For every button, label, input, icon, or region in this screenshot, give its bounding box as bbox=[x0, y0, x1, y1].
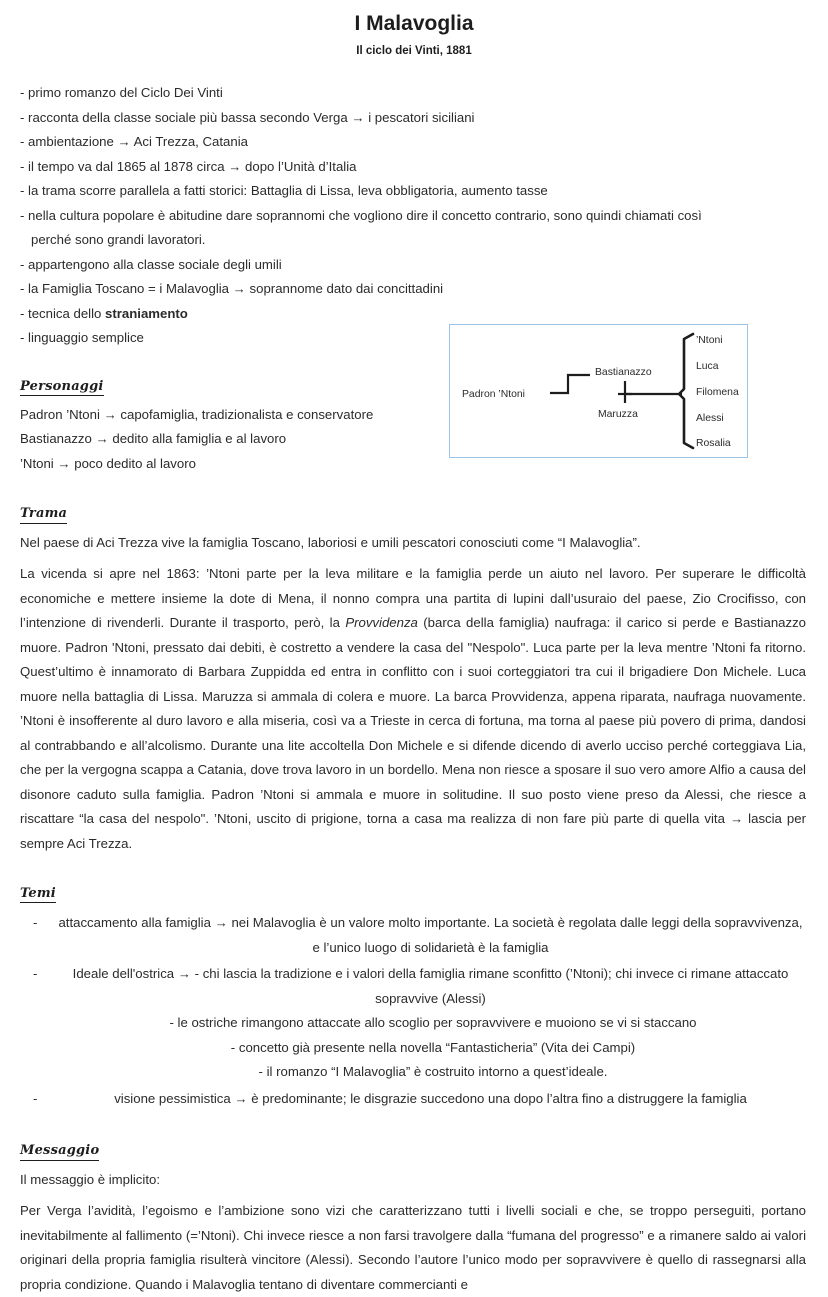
tree-node-child: Rosalia bbox=[696, 438, 731, 449]
trama-paragraph-1: Nel paese di Aci Trezza vive la famiglia Toscano, laboriosi e umili pescatori conosciuti come “I Malavoglia”. bbox=[20, 534, 641, 550]
messaggio-section bbox=[20, 1141, 806, 1297]
list-item: - la trama scorre parallela a fatti storici: Battaglia di Lissa, leva obbligatoria, aumento tasse bbox=[20, 183, 548, 199]
page-title: I Malavoglia bbox=[354, 12, 474, 35]
tree-node-root: Padron ’Ntoni bbox=[462, 389, 525, 400]
tree-children-bracket bbox=[679, 334, 693, 448]
family-tree-svg bbox=[450, 325, 746, 456]
tree-node-child: Filomena bbox=[696, 387, 739, 398]
list-item bbox=[20, 962, 806, 1011]
list-item-bold bbox=[20, 302, 806, 327]
list-item-emphasis: straniamento bbox=[105, 305, 188, 321]
section-heading-messaggio: Messaggio bbox=[20, 1144, 99, 1160]
tree-node-father: Bastianazzo bbox=[595, 367, 652, 378]
list-item bbox=[20, 911, 806, 960]
tree-node-child: Alessi bbox=[696, 413, 724, 424]
trama-paragraph-2 bbox=[20, 562, 806, 856]
personaggi-list bbox=[20, 403, 450, 477]
messaggio-paragraph-1: Il messaggio è implicito: bbox=[20, 1171, 160, 1187]
family-tree-diagram bbox=[449, 324, 748, 458]
temi-sub-list bbox=[20, 1011, 806, 1085]
list-item: - il romanzo “I Malavoglia” è costruito intorno a quest’ideale. bbox=[258, 1064, 608, 1080]
list-item: - concetto già presente nella novella “Fantasticheria” (Vita dei Campi) bbox=[230, 1039, 636, 1055]
bullet-marker: - bbox=[33, 915, 38, 931]
list-item: - le ostriche rimangono attaccate allo scoglio per sopravvivere e muoiono se vi si staccano bbox=[169, 1015, 697, 1031]
trama-p2-part-b: (barca della famiglia) naufraga: il carico si perde e Bastianazzo muore. Padron 'Ntoni, pressato dai debiti, è costretto a vendere la casa del "Nespolo". Luca parte per la leva mentre ’Ntoni fa ritorno. Quest’ultimo è innamorato di Barbara Zuppidda ed entra in conflitto con i suoi corteggiatori tra cui il brigadiere Don Michele. Luca muore nella battaglia di Lissa. Maruzza si ammala di colera e muore. La barca Provvidenza, appena riparata, naufraga nuovamente. ’Ntoni è insofferente al duro lavoro e alla miseria, così va a Trieste in cerca di fortuna, ma torna al paese più povero di prima, dandosi al contrabbando e all’alcolismo. Durante una lite accoltella Don Michele e si difende dicendo di averlo ucciso perché corteggiava Lia, che per la vergogna scappa a Catania, dove trova lavoro in un bordello. Mena non riesce a sposare il suo vero amore Alfio a causa del disonore caduto sulla famiglia. Padron ’Ntoni si ammala e muore in solitudine. Il suo posto viene preso da Alessi, che riesce a riscattare “la casa del nespolo". ’Ntoni, uscito di prigione, torna a casa ma realizza di non fare più parte di quella vita → lascia per sempre Aci Trezza. bbox=[20, 615, 807, 851]
list-item: - linguaggio semplice bbox=[20, 330, 144, 346]
list-item: - primo romanzo del Ciclo Dei Vinti bbox=[20, 85, 223, 101]
list-item-prefix: - tecnica dello bbox=[20, 305, 106, 321]
list-item-text: Ideale dell'ostrica → - chi lascia la tradizione e i valori della famiglia rimane sconfitto (’Ntoni); chi invece ci rimane attaccato sopravvive (Alessi) bbox=[72, 966, 789, 1006]
tree-connector-root bbox=[550, 375, 590, 393]
messaggio-paragraph-2: Per Verga l’avidità, l’egoismo e l’ambizione sono vizi che caratterizzano tutti i livelli sociali e che, se troppo perseguiti, portano inevitabilmente al fallimento (=’Ntoni). Chi invece riesce a non farsi travolgere dalla “fumana del progresso” e a rimanere saldo ai valori originari della propria famiglia risulterà vincitore (Alessi). Secondo l’autore l’unico modo per sopravvivere è quello di rassegnarsi alla propria condizione. Quando i Malavoglia tentano di diventare commercianti e bbox=[20, 1203, 806, 1292]
temi-list bbox=[20, 911, 806, 1111]
list-item: ’Ntoni → poco dedito al lavoro bbox=[20, 455, 196, 471]
trama-p2-part-a: La vicenda si apre nel 1863: ’Ntoni parte per la leva militare e la famiglia perde un aiuto nel lavoro. Per superare le difficoltà economiche e mettere insieme la dote di Mena, il nonno compra una partita di lupini dall’usuraio del paese, Zio Crocifisso, con l’intenzione di rivenderli. Durante il trasporto, però, la bbox=[20, 566, 806, 631]
page-subtitle: Il ciclo dei Vinti, 1881 bbox=[356, 45, 472, 58]
title-block bbox=[0, 0, 828, 59]
tree-node-child: Luca bbox=[696, 361, 719, 372]
section-heading-temi: Temi bbox=[20, 887, 56, 903]
section-heading-personaggi: Personaggi bbox=[20, 380, 104, 396]
temi-section bbox=[20, 884, 806, 1111]
list-item: - la Famiglia Toscano = i Malavoglia → soprannome dato dai concittadini bbox=[20, 281, 444, 297]
bullet-marker: - bbox=[33, 966, 38, 982]
section-heading-trama: Trama bbox=[20, 507, 67, 523]
list-item-text: visione pessimistica → è predominante; le disgrazie succedono una dopo l’altra fino a distruggere la famiglia bbox=[114, 1090, 747, 1106]
trama-p2-italic-term: Provvidenza bbox=[345, 615, 418, 631]
list-item bbox=[20, 1087, 806, 1112]
list-item: Bastianazzo → dedito alla famiglia e al lavoro bbox=[20, 431, 287, 447]
bullet-marker: - bbox=[33, 1090, 38, 1106]
trama-section bbox=[20, 504, 806, 856]
document-content bbox=[0, 81, 828, 1297]
list-item: - ambientazione → Aci Trezza, Catania bbox=[20, 134, 248, 150]
intro-bullet-list bbox=[20, 81, 806, 351]
tree-node-child: ’Ntoni bbox=[696, 335, 723, 346]
list-item: - racconta della classe sociale più bassa secondo Verga → i pescatori siciliani bbox=[20, 109, 475, 125]
list-item: - il tempo va dal 1865 al 1878 circa → dopo l’Unità d’Italia bbox=[20, 158, 357, 174]
list-item-line-b: perché sono grandi lavoratori. bbox=[31, 232, 206, 248]
list-item-wrapped bbox=[20, 204, 806, 253]
tree-node-mother: Maruzza bbox=[598, 409, 638, 420]
list-item-text: attaccamento alla famiglia → nei Malavoglia è un valore molto importante. La società è regolata dalle leggi della sopravvivenza, e l’unico luogo di solidarietà è la famiglia bbox=[58, 915, 803, 955]
list-item: Padron ’Ntoni → capofamiglia, tradizionalista e conservatore bbox=[20, 406, 374, 422]
list-item: - appartengono alla classe sociale degli umili bbox=[20, 256, 282, 272]
list-item-line-a: - nella cultura popolare è abitudine dare soprannomi che vogliono dire il concetto contrario, sono quindi chiamati così bbox=[20, 207, 702, 223]
